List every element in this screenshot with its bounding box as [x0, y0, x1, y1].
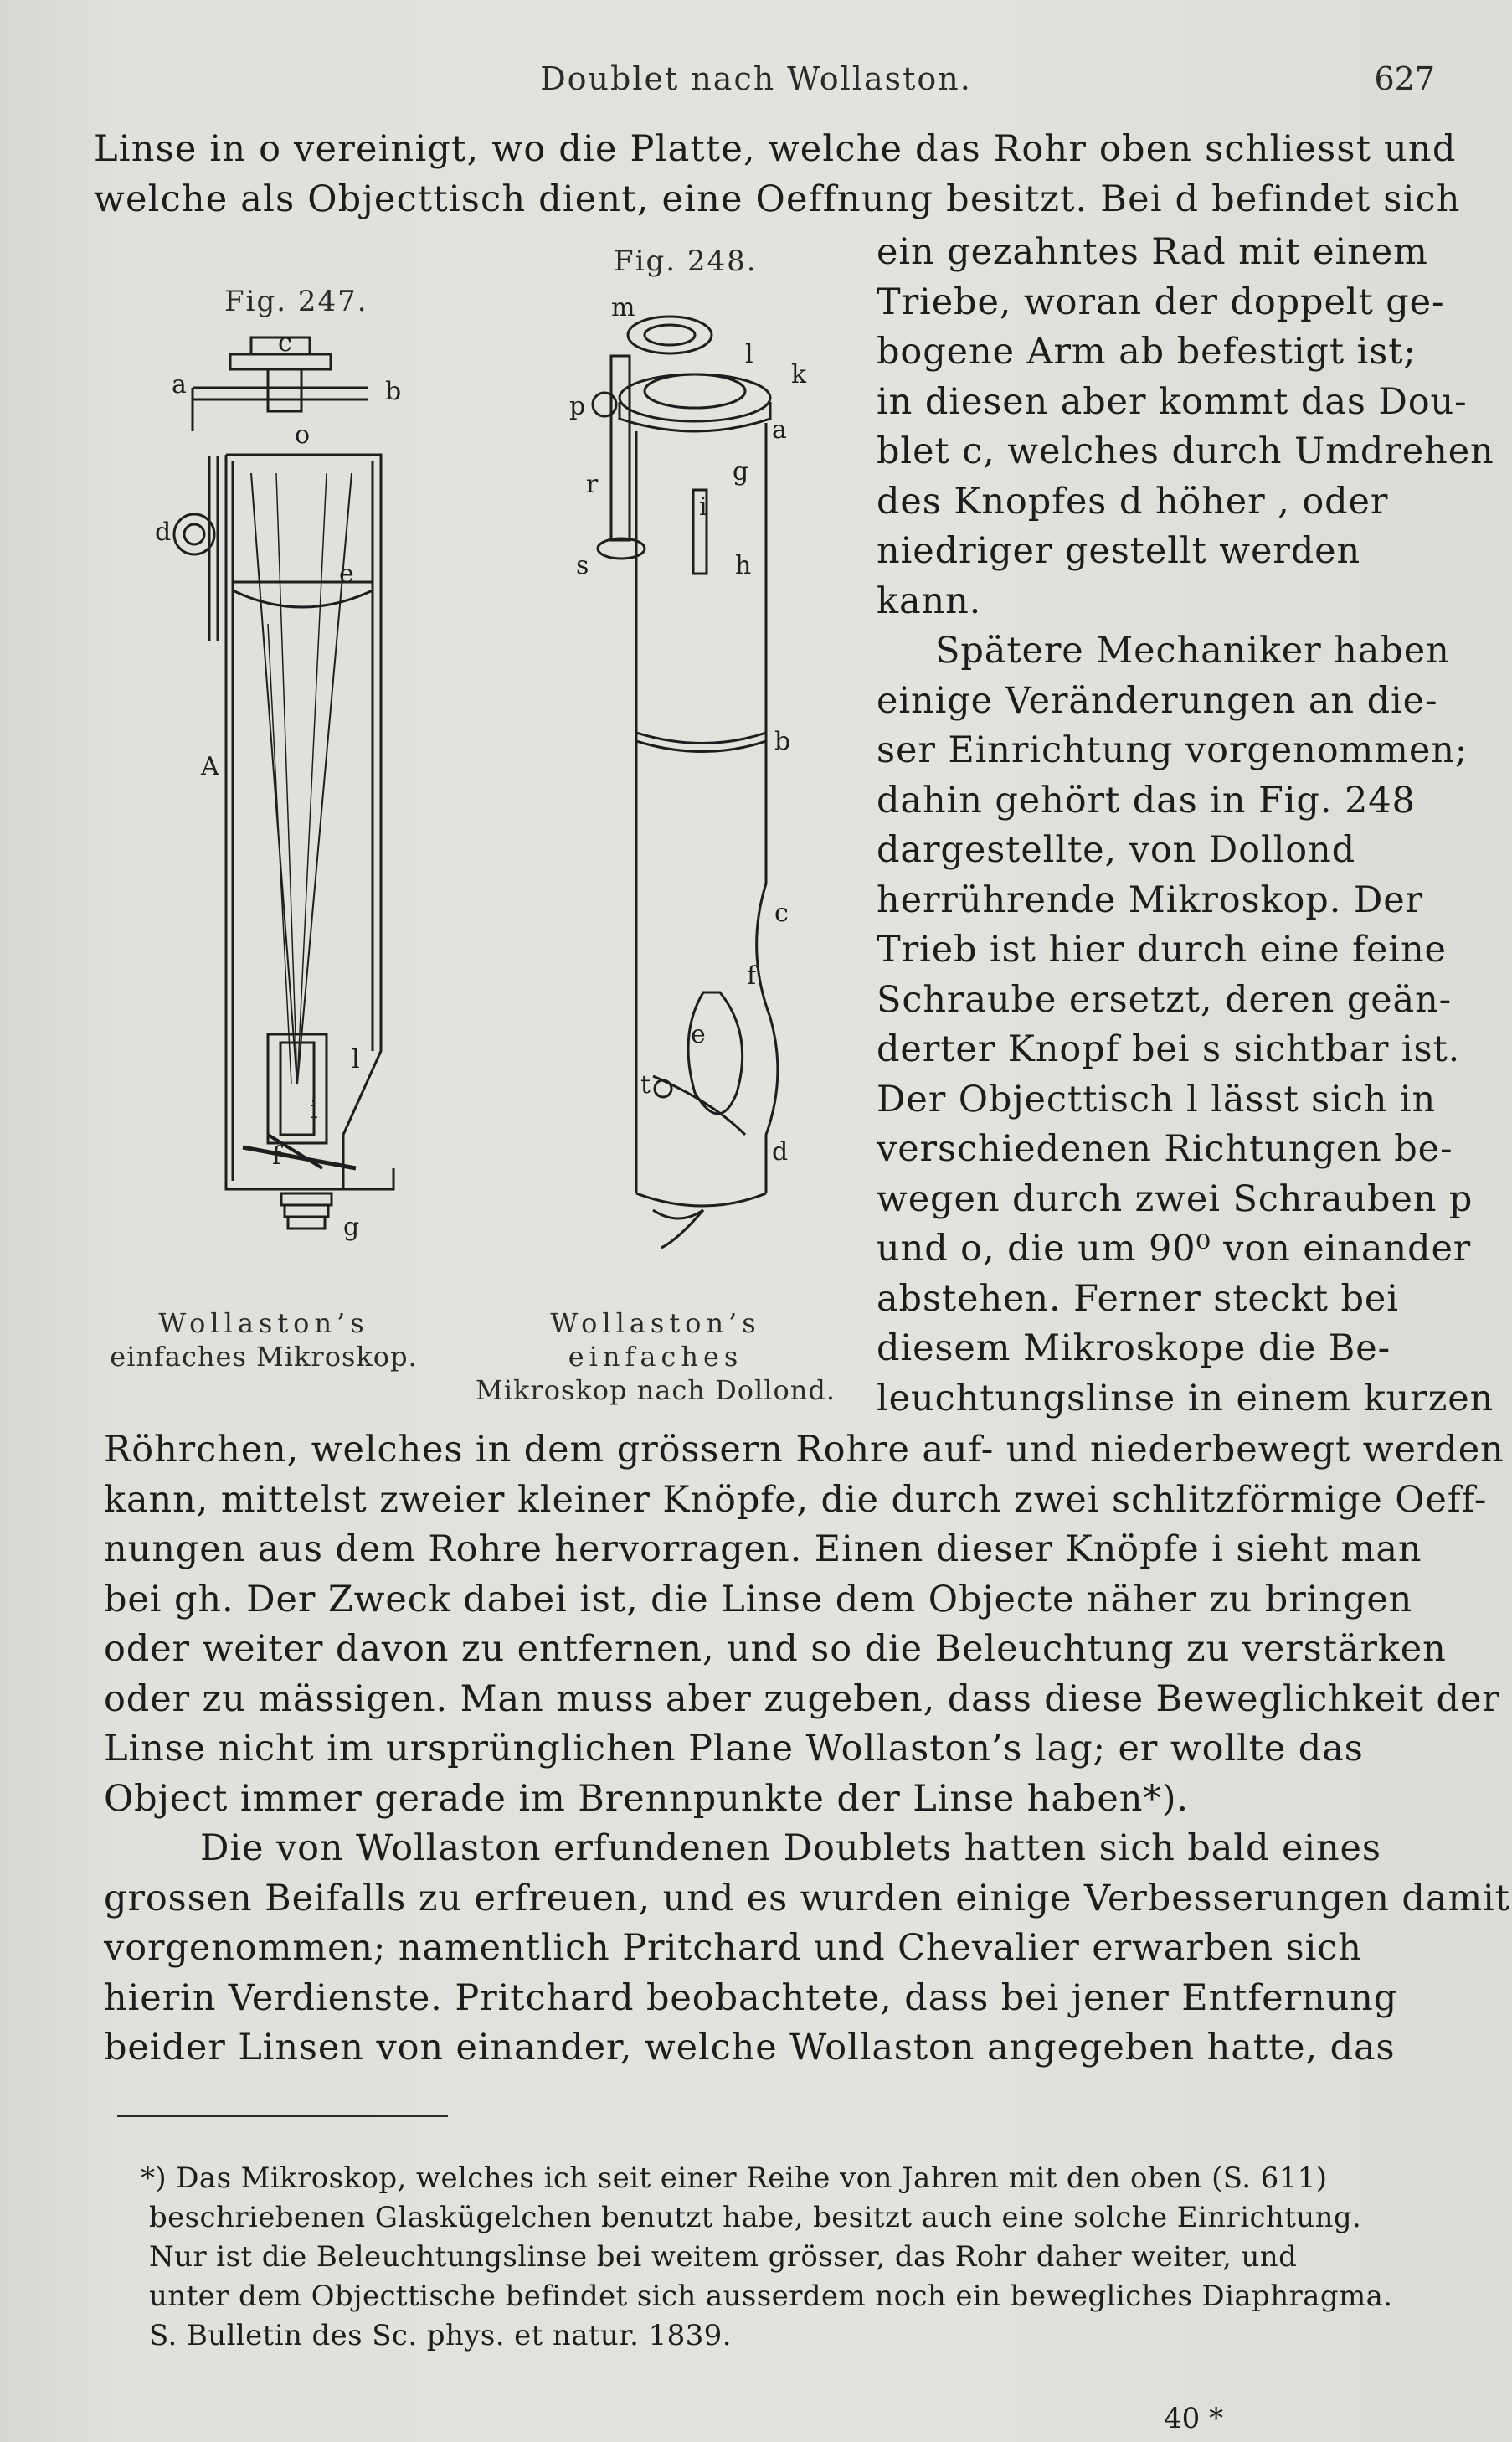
- intro-paragraph: [94, 124, 1461, 224]
- svg-text:e: e: [691, 1020, 706, 1049]
- caption-line: Mikroskop nach Dollond.: [476, 1374, 836, 1406]
- body-paragraphs: [104, 1425, 1510, 2074]
- text-line: einige Veränderungen an die-: [877, 679, 1438, 722]
- text-line: herrührende Mikroskop. Der: [877, 878, 1424, 921]
- svg-text:t: t: [640, 1070, 651, 1100]
- text-line: beider Linsen von einander, welche Wollaston angegeben hatte, das: [104, 2027, 1396, 2068]
- svg-text:A: A: [201, 752, 219, 781]
- text-line: Trieb ist hier durch eine feine: [877, 929, 1447, 971]
- footnote-line: beschriebenen Glaskügelchen benutzt habe, besitzt auch eine solche Einrichtung.: [149, 2201, 1362, 2234]
- text-line: welche als Objecttisch dient, eine Oeffnung besitzt. Bei d befindet sich: [94, 178, 1461, 220]
- fig-247-caption: [96, 1306, 431, 1373]
- column-paragraph: [877, 228, 1494, 1424]
- svg-text:p: p: [569, 392, 586, 421]
- text-line: kann.: [877, 580, 982, 622]
- fig-247-label: Fig. 247.: [224, 285, 368, 318]
- svg-text:d: d: [772, 1137, 789, 1167]
- caption-line: einfaches Mikroskop.: [110, 1341, 418, 1373]
- footnote: [141, 2159, 1448, 2356]
- footnote-line: Nur ist die Beleuchtungslinse bei weitem grösser, das Rohr daher weiter, und: [149, 2240, 1298, 2274]
- svg-text:r: r: [586, 470, 599, 499]
- svg-text:b: b: [774, 727, 791, 756]
- text-line: Object immer gerade im Brennpunkte der Linse haben*).: [104, 1777, 1189, 1820]
- fig-247-illustration: [142, 331, 435, 1269]
- text-line: und o, die um 90⁰ von einander: [877, 1228, 1472, 1270]
- text-line: Triebe, woran der doppelt ge-: [877, 281, 1445, 323]
- fig-248-illustration: [553, 297, 837, 1269]
- page-number: 627: [1374, 60, 1435, 97]
- text-line: niedriger gestellt werden: [877, 530, 1361, 572]
- text-line: nungen aus dem Rohre hervorragen. Einen dieser Knöpfe i sieht man: [104, 1528, 1422, 1570]
- text-line: abstehen. Ferner steckt bei: [877, 1277, 1399, 1320]
- text-line: bogene Arm ab befestigt ist;: [877, 331, 1417, 373]
- text-line: grossen Beifalls zu erfreuen, und es wurden einige Verbesserungen damit: [104, 1877, 1510, 1919]
- svg-text:l: l: [352, 1045, 360, 1074]
- text-line: vorgenommen; namentlich Pritchard und Chevalier erwarben sich: [104, 1927, 1362, 1969]
- text-line: des Knopfes d höher , oder: [877, 480, 1389, 523]
- footnote-line: S. Bulletin des Sc. phys. et natur. 1839.: [149, 2319, 732, 2352]
- svg-text:a: a: [172, 370, 187, 399]
- footnote-line: unter dem Objecttische befindet sich ausserdem noch ein bewegliches Diaphragma.: [149, 2280, 1393, 2313]
- svg-text:g: g: [733, 457, 749, 487]
- footnote-divider: [117, 2115, 448, 2117]
- svg-text:c: c: [278, 331, 292, 358]
- svg-text:e: e: [339, 559, 354, 589]
- text-line: Spätere Mechaniker haben: [935, 630, 1450, 672]
- text-line: wegen durch zwei Schrauben p: [877, 1177, 1473, 1220]
- svg-text:k: k: [791, 360, 807, 389]
- svg-text:m: m: [611, 297, 635, 322]
- text-line: dargestellte, von Dollond: [877, 829, 1356, 871]
- text-line: hierin Verdienste. Pritchard beobachtete, dass bei jener Entfernung: [104, 1976, 1398, 2019]
- text-line: diesem Mikroskope die Be-: [877, 1327, 1391, 1369]
- caption-line: Wollaston’s: [158, 1307, 369, 1339]
- svg-text:l: l: [745, 340, 753, 369]
- svg-text:f: f: [747, 961, 757, 991]
- svg-text:f: f: [272, 1141, 282, 1171]
- svg-text:i: i: [310, 1095, 318, 1125]
- signature-mark: 40 *: [1164, 2402, 1224, 2435]
- svg-text:b: b: [385, 377, 402, 406]
- svg-text:s: s: [576, 551, 589, 580]
- svg-text:g: g: [343, 1213, 360, 1242]
- text-line: in diesen aber kommt das Dou-: [877, 380, 1468, 423]
- text-line: derter Knopf bei s sichtbar ist.: [877, 1028, 1461, 1070]
- running-title: Doublet nach Wollaston.: [540, 60, 972, 97]
- text-line: Schraube ersetzt, deren geän-: [877, 978, 1453, 1021]
- svg-text:h: h: [735, 551, 752, 580]
- text-line: verschiedenen Richtungen be-: [877, 1128, 1453, 1170]
- text-line: Linse in o vereinigt, wo die Platte, welche das Rohr oben schliesst und: [94, 128, 1457, 170]
- caption-line: Wollaston’s einfaches: [550, 1307, 761, 1373]
- text-line: Die von Wollaston erfundenen Doublets hatten sich bald eines: [200, 1827, 1381, 1869]
- svg-text:o: o: [295, 420, 311, 450]
- svg-text:i: i: [699, 492, 707, 522]
- text-line: blet c, welches durch Umdrehen: [877, 430, 1494, 472]
- text-line: oder zu mässigen. Man muss aber zugeben, dass diese Beweglichkeit der: [104, 1677, 1500, 1720]
- svg-text:a: a: [772, 415, 787, 445]
- footnote-line: *) Das Mikroskop, welches ich seit einer Reihe von Jahren mit den oben (S. 611): [141, 2161, 1328, 2195]
- text-line: leuchtungslinse in einem kurzen: [877, 1377, 1494, 1419]
- text-line: kann, mittelst zweier kleiner Knöpfe, die durch zwei schlitzförmige Oeff-: [104, 1478, 1488, 1521]
- text-line: dahin gehört das in Fig. 248: [877, 779, 1416, 822]
- fig-248-label: Fig. 248.: [614, 245, 758, 278]
- svg-text:d: d: [155, 518, 172, 547]
- text-line: oder weiter davon zu entfernen, und so die Beleuchtung zu verstärken: [104, 1628, 1447, 1670]
- svg-text:c: c: [774, 899, 789, 928]
- fig-248-caption: [459, 1306, 852, 1407]
- text-line: ser Einrichtung vorgenommen;: [877, 729, 1468, 771]
- text-line: Der Objecttisch l lässt sich in: [877, 1078, 1437, 1121]
- text-line: Linse nicht im ursprünglichen Plane Wollaston’s lag; er wollte das: [104, 1728, 1364, 1770]
- text-line: Röhrchen, welches in dem grössern Rohre auf- und niederbewegt werden: [104, 1429, 1504, 1471]
- text-line: ein gezahntes Rad mit einem: [877, 231, 1428, 273]
- text-line: bei gh. Der Zweck dabei ist, die Linse dem Objecte näher zu bringen: [104, 1578, 1413, 1620]
